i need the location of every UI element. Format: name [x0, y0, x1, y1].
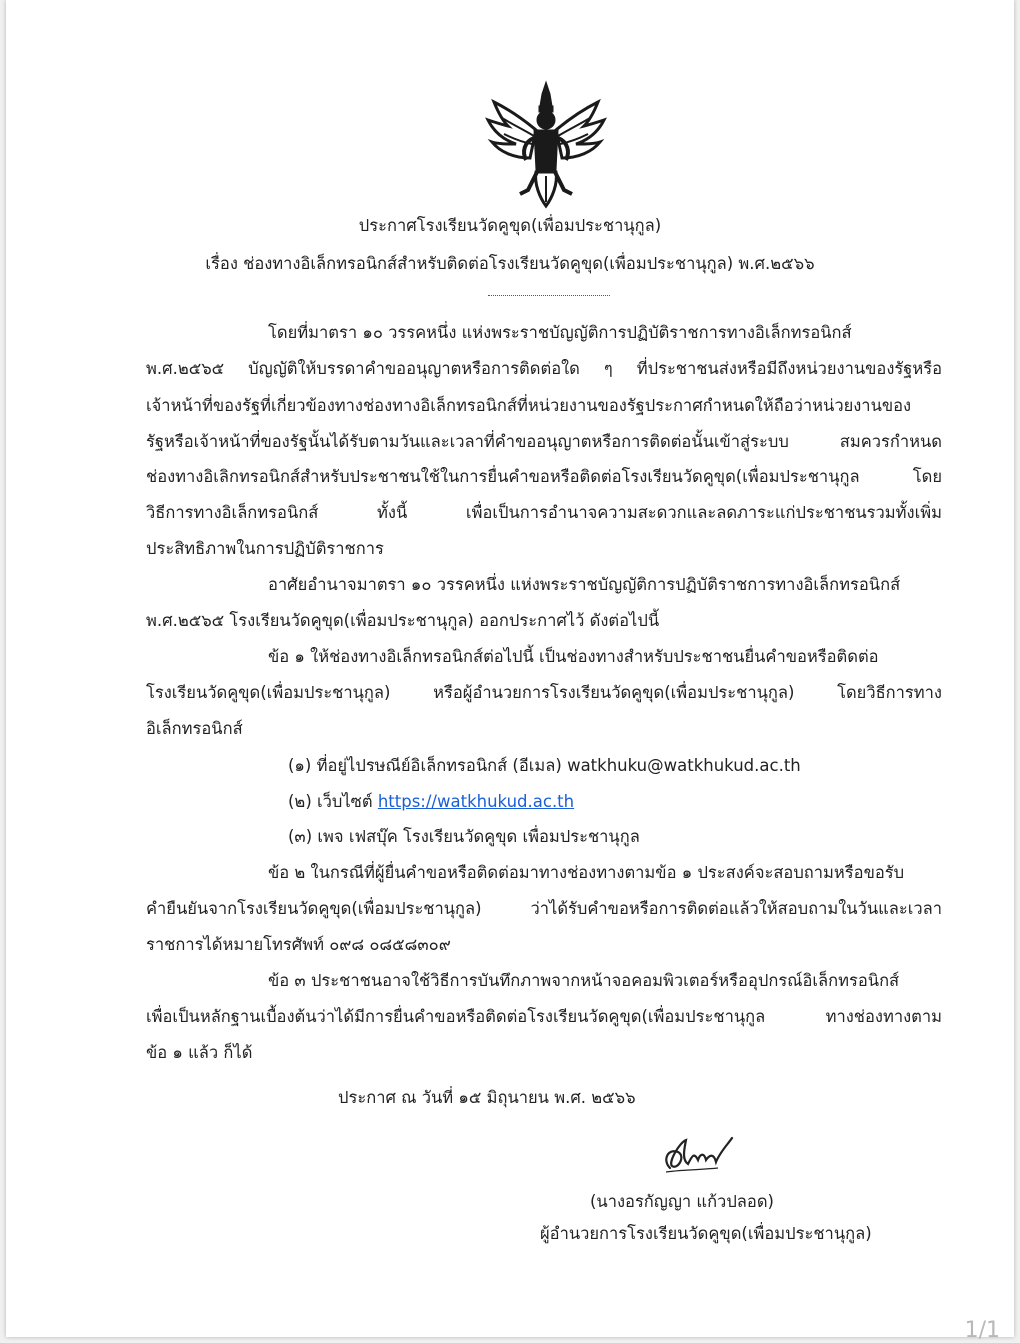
- clause3-line-3: ข้อ ๑ แล้ว ก็ได้: [146, 1043, 253, 1062]
- announcement-subject: เรื่อง ช่องทางอิเล็กทรอนิกส์สำหรับติดต่อโรงเรียนวัดคูขุด(เพื่อมประชานุกูล) พ.ศ.๒๕๖๖: [205, 254, 815, 273]
- garuda-emblem-icon: [484, 80, 608, 210]
- announcement-issuer: ประกาศโรงเรียนวัดคูขุด(เพื่อมประชานุกูล): [358, 216, 662, 235]
- para2-line-1: อาศัยอำนาจมาตรา ๑๐ วรรคหนึ่ง แห่งพระราชบัญญัติการปฏิบัติราชการทางอิเล็กทรอนิกส์: [268, 575, 901, 594]
- announcement-date: ประกาศ ณ วันที่ ๑๕ มิถุนายน พ.ศ. ๒๕๖๖: [338, 1088, 636, 1107]
- clause3-line-1: ข้อ ๓ ประชาชนอาจใช้วิธีการบันทึกภาพจากหน้าจอคอมพิวเตอร์หรืออุปกรณ์อิเล็กทรอนิกส์: [268, 971, 900, 990]
- page-indicator: 1/1: [964, 1318, 1000, 1343]
- channel-website-label: (๒) เว็บไซต์: [288, 792, 378, 811]
- clause1-line-1: ข้อ ๑ ให้ช่องทางอิเล็กทรอนิกส์ต่อไปนี้ เป็นช่องทางสำหรับประชาชนยื่นคำขอหรือติดต่อ: [268, 647, 879, 666]
- clause2-line-1: ข้อ ๒ ในกรณีที่ผู้ยื่นคำขอหรือติดต่อมาทางช่องทางตามข้อ ๑ ประสงค์จะสอบถามหรือขอรับ: [268, 863, 905, 882]
- clause2-line-3: ราชการได้หมายโทรศัพท์ ๐๙๘ ๐๘๕๘๓๐๙: [146, 935, 451, 954]
- para1-line-6: วิธีการทางอิเล็กทรอนิกส์ ทั้งนี้ เพื่อเป็นการอำนาจความสะดวกและลดภาระแก่ประชาชนรวมทั้งเพิ่ม: [146, 503, 942, 522]
- website-link[interactable]: https://watkhukud.ac.th: [377, 792, 575, 811]
- document-page: [6, 0, 1014, 1343]
- clause1-line-3: อิเล็กทรอนิกส์: [146, 719, 243, 738]
- signer-title: ผู้อำนวยการโรงเรียนวัดคูขุด(เพื่อมประชานุกูล): [540, 1224, 872, 1243]
- handwritten-signature-icon: [658, 1130, 738, 1178]
- channel-website: [288, 792, 574, 812]
- clause1-line-2: โรงเรียนวัดคูขุด(เพื่อมประชานุกูล) หรือผู้อำนวยการโรงเรียนวัดคูขุด(เพื่อมประชานุกูล) โดยวิธีการทาง: [146, 683, 942, 702]
- signer-name: (นางอรกัญญา แก้วปลอด): [590, 1192, 774, 1211]
- para1-line-7: ประสิทธิภาพในการปฏิบัติราชการ: [146, 539, 384, 558]
- para1-line-1: โดยที่มาตรา ๑๐ วรรคหนึ่ง แห่งพระราชบัญญัติการปฏิบัติราชการทางอิเล็กทรอนิกส์: [268, 323, 852, 342]
- para2-line-2: พ.ศ.๒๕๖๕ โรงเรียนวัดคูขุด(เพื่อมประชานุกูล) ออกประกาศไว้ ดังต่อไปนี้: [146, 611, 660, 630]
- para1-line-5: ช่องทางอิเลิกทรอนิกส์สำหรับประชาชนใช้ในการยื่นคำขอหรือติดต่อโรงเรียนวัดคูขุด(เพื่อมประชานุกูล โดย: [146, 467, 942, 486]
- channel-email: (๑) ที่อยู่ไปรษณีย์อิเล็กทรอนิกส์ (อีเมล) watkhuku@watkhukud.ac.th: [288, 756, 801, 775]
- channel-facebook: (๓) เพจ เฟสบุ๊ค โรงเรียนวัดคูขุด เพื่อมประชานุกูล: [288, 827, 640, 846]
- clause2-line-2: คำยืนยันจากโรงเรียนวัดคูขุด(เพื่อมประชานุกูล) ว่าได้รับคำขอหรือการติดต่อแล้วให้สอบถามในวันและเวลา: [146, 899, 942, 918]
- para1-line-3: เจ้าหน้าที่ของรัฐที่เกี่ยวข้องทางช่องทางอิเล็กทรอนิกส์ที่หน่วยงานของรัฐประกาศกำหนดให้ถือว่าหน่วยงานของ: [146, 396, 912, 415]
- para1-line-2: พ.ศ.๒๕๖๕ บัญญัติให้บรรดาคำขออนุญาตหรือการติดต่อใด ๆ ที่ประชาชนส่งหรือมีถึงหน่วยงานของรัฐหรือ: [146, 359, 942, 378]
- clause3-line-2: เพื่อเป็นหลักฐานเบื้องต้นว่าได้มีการยื่นคำขอหรือติดต่อโรงเรียนวัดคูขุด(เพื่อมประชานุกูล ทางช่องทางตาม: [146, 1007, 942, 1026]
- separator-line: [488, 295, 610, 296]
- para1-line-4: รัฐหรือเจ้าหน้าที่ของรัฐนั้นได้รับตามวันและเวลาที่คำขออนุญาตหรือการติดต่อนั้นเข้าสู่ระบบ สมควรกำหนด: [146, 432, 942, 451]
